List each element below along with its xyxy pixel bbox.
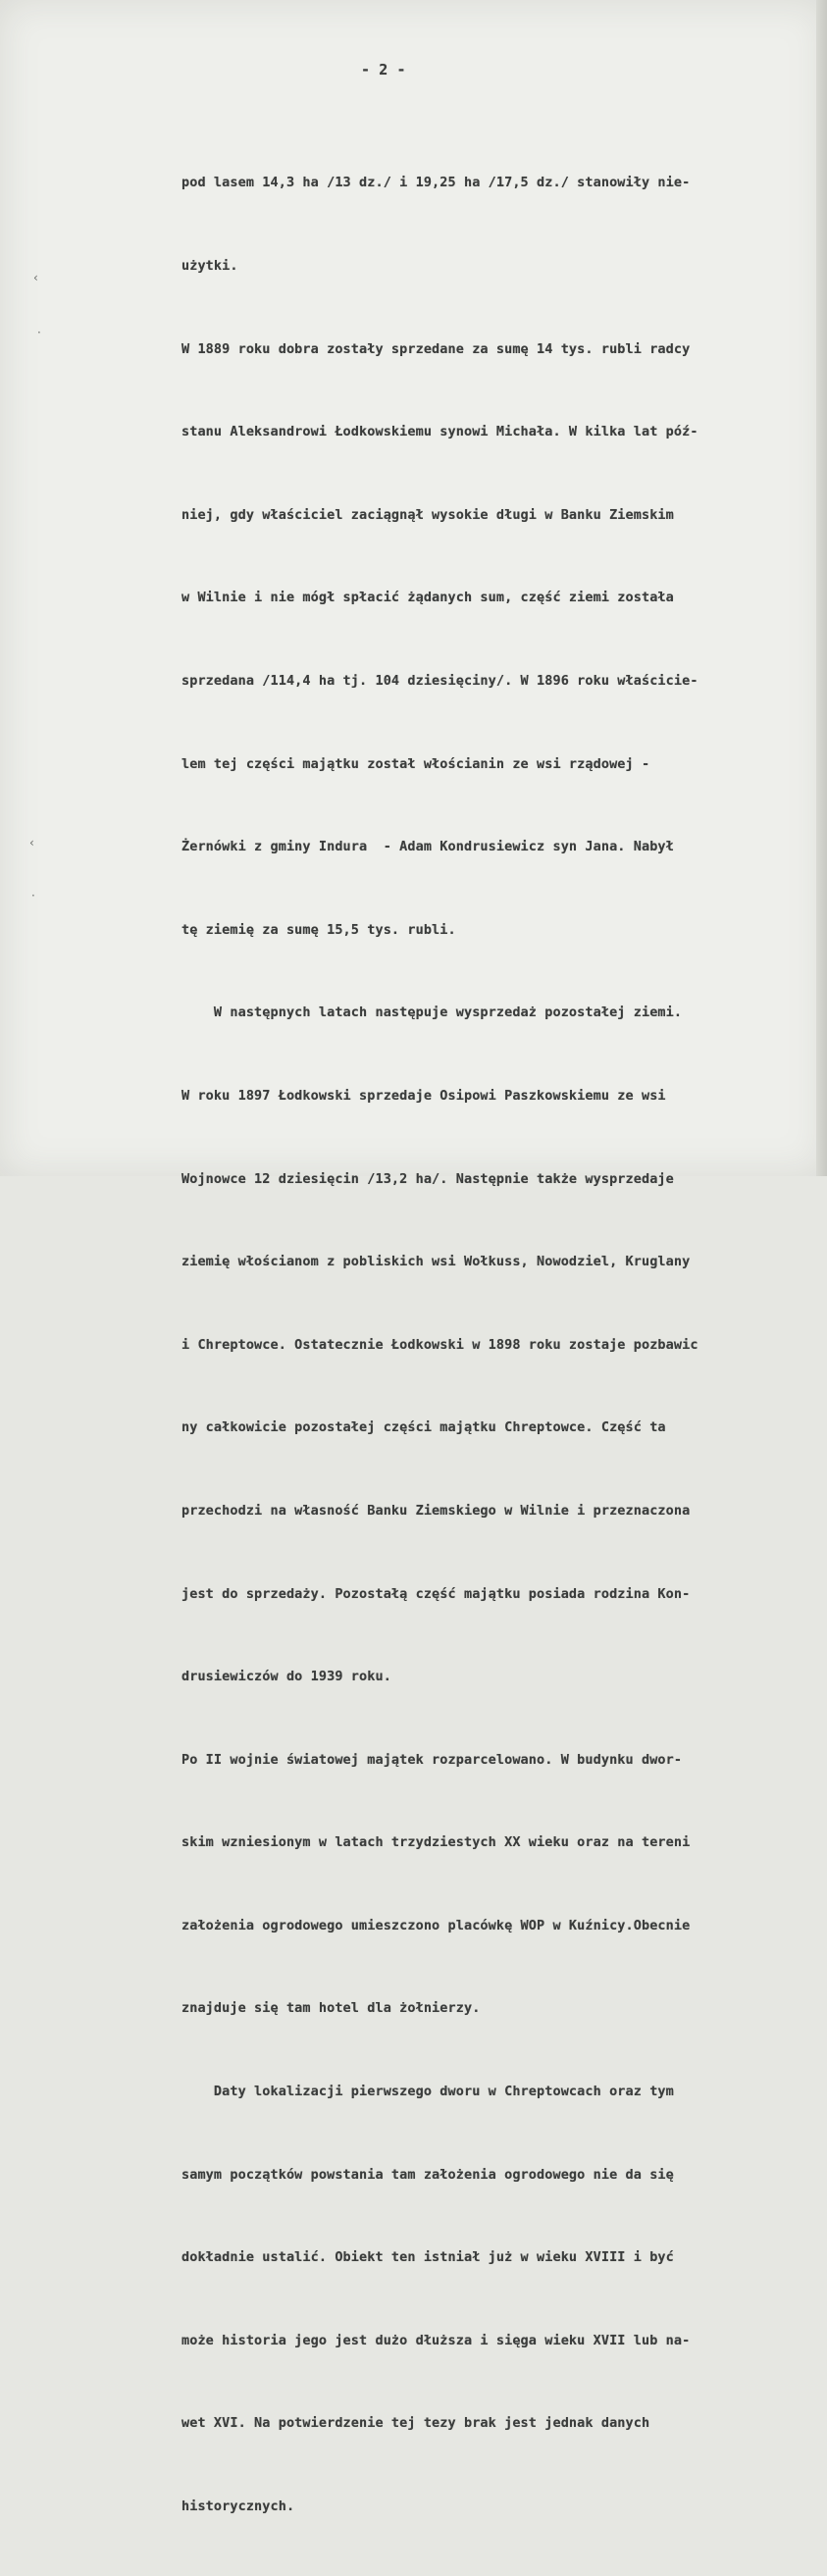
- text-line: jest do sprzedaży. Pozostałą część majątku posiada rodzina Kon-: [181, 1585, 691, 1602]
- text-line: założenia ogrodowego umieszczono placówkę WOP w Kuźnicy.Obecnie: [181, 1917, 691, 1933]
- text-line: tę ziemię za sumę 15,5 tys. rubli.: [181, 921, 456, 938]
- text-line: ny całkowicie pozostałej części majątku Chreptowce. Część ta: [181, 1419, 666, 1436]
- punch-hole-mark: ·: [37, 326, 41, 339]
- text-line: drusiewiczów do 1939 roku.: [181, 1669, 391, 1685]
- page-edge-shadow: [816, 0, 827, 1176]
- text-line: Wojnowce 12 dziesięcin /13,2 ha/. Następnie także wysprzedaje: [181, 1170, 674, 1187]
- punch-hole-mark: ·: [31, 889, 35, 902]
- text-line: W następnych latach następuje wysprzedaż pozostałej ziemi.: [181, 1005, 683, 1021]
- text-line: Żernówki z gminy Indura - Adam Kondrusiewicz syn Jana. Nabył: [181, 839, 674, 855]
- text-line: Daty lokalizacji pierwszego dworu w Chreptowcach oraz tym: [181, 2084, 674, 2100]
- text-line: samym początków powstania tam założenia ogrodowego nie da się: [181, 2166, 674, 2183]
- page-number: - 2 -: [361, 61, 406, 78]
- text-line: dokładnie ustalić. Obiekt ten istniał już w wieku XVIII i być: [181, 2249, 674, 2266]
- text-line: użytki.: [181, 258, 238, 274]
- text-line: niej, gdy właściciel zaciągnął wysokie długi w Banku Ziemskim: [181, 506, 674, 523]
- punch-hole-mark: ‹: [33, 271, 38, 284]
- text-line: Po II wojnie światowej majątek rozparcelowano. W budynku dwor-: [181, 1751, 683, 1768]
- text-line: i Chreptowce. Ostatecznie Łodkowski w 1898 roku zostaje pozbawic: [181, 1336, 698, 1353]
- text-line: skim wzniesionym w latach trzydziestych XX wieku oraz na tereni: [181, 1834, 691, 1851]
- text-line: może historia jego jest dużo dłuższa i sięga wieku XVII lub na-: [181, 2332, 691, 2348]
- text-line: W roku 1897 Łodkowski sprzedaje Osipowi Paszkowskiemu ze wsi: [181, 1087, 666, 1104]
- text-line: w Wilnie i nie mógł spłacić żądanych sum, część ziemi została: [181, 590, 674, 606]
- text-line: znajduje się tam hotel dla żołnierzy.: [181, 2000, 481, 2017]
- text-line: historycznych.: [181, 2499, 295, 2515]
- text-line: pod lasem 14,3 ha /13 dz./ i 19,25 ha /17,5 dz./ stanowiły nie-: [181, 175, 691, 191]
- text-line: wet XVI. Na potwierdzenie tej tezy brak jest jednak danych: [181, 2415, 650, 2432]
- text-line: ziemię włościanom z pobliskich wsi Wołkuss, Nowodziel, Kruglany: [181, 1254, 691, 1270]
- text-line: W 1889 roku dobra zostały sprzedane za sumę 14 tys. rubli radcy: [181, 340, 691, 357]
- text-line: stanu Aleksandrowi Łodkowskiemu synowi Michała. W kilka lat póź-: [181, 424, 698, 440]
- text-line: sprzedana /114,4 ha tj. 104 dziesięciny/. W 1896 roku właściciе-: [181, 672, 698, 689]
- punch-hole-mark: ‹: [29, 836, 34, 850]
- body-text: [181, 114, 698, 2576]
- text-line: lem tej części majątku został włościanin ze wsi rządowej -: [181, 755, 650, 772]
- text-line: przechodzi na własność Banku Ziemskiego w Wilnie i przeznaczona: [181, 1502, 691, 1519]
